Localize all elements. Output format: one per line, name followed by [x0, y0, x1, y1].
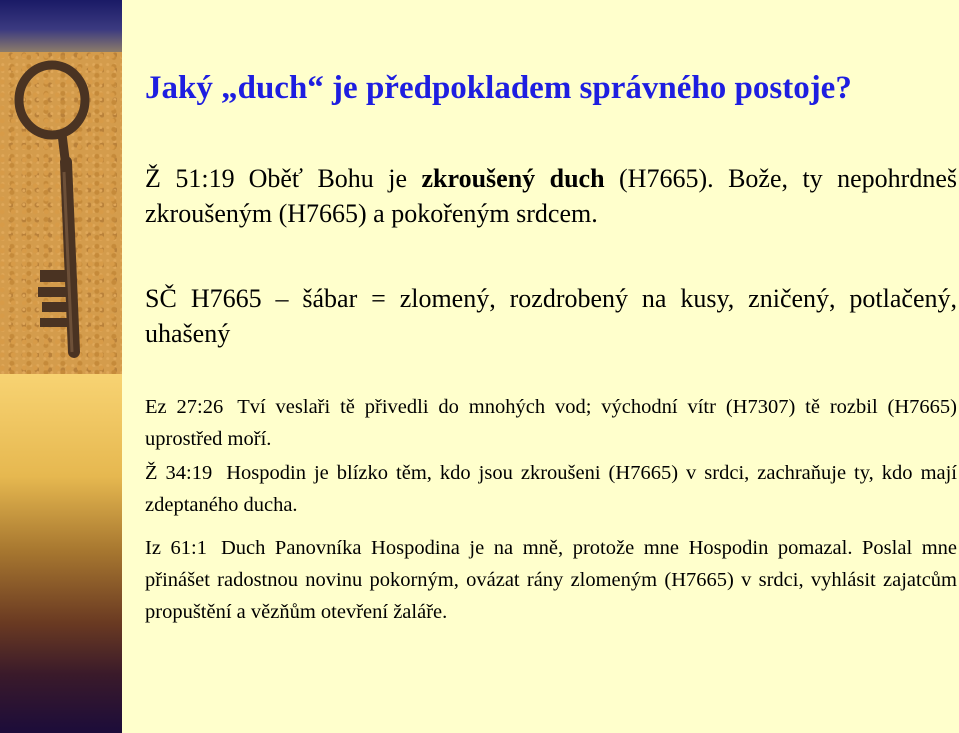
paragraph-psalm-51: Ž 51:19 Oběť Bohu je zkroušený duch (H7665). Bože, ty nepohrdneš zkroušeným (H7665) a pokořeným srdcem. [145, 164, 957, 228]
verse-reference: Ž 51:19 [145, 164, 235, 193]
page-title: Jaký „duch“ je předpokladem správného postoje? [145, 70, 852, 106]
paragraph-ezekiel: Ez 27:26 Tví veslaři tě přivedli do mnohých vod; východní vítr (H7307) tě rozbil (H7665) uprostřed moří. [145, 396, 957, 450]
verse-reference: Ž 34:19 [145, 462, 213, 484]
verse-reference: Iz 61:1 [145, 537, 207, 559]
key-icon [0, 52, 122, 374]
verse-reference: Ez 27:26 [145, 396, 224, 418]
paragraph-isaiah: Iz 61:1 Duch Panovníka Hospodina je na mně, protože mne Hospodin pomazal. Poslal mne přinášet radostnou novinu pokorným, ovázat rány zlomeným (H7665) v srdci, vyhlásit zajatcům propuštění a vězňům otevření žaláře. [145, 537, 958, 623]
paragraph-psalm-34: Ž 34:19 Hospodin je blízko těm, kdo jsou zkroušeni (H7665) v srdci, zachraňuje ty, kdo mají zdeptaného ducha. [145, 462, 958, 516]
highlight-text: zkroušený duch [421, 164, 605, 193]
verse-reference: SČ [145, 284, 177, 313]
paragraph-definition: SČ H7665 – šábar = zlomený, rozdrobený na kusy, zničený, potlačený, uhašený [145, 284, 957, 348]
